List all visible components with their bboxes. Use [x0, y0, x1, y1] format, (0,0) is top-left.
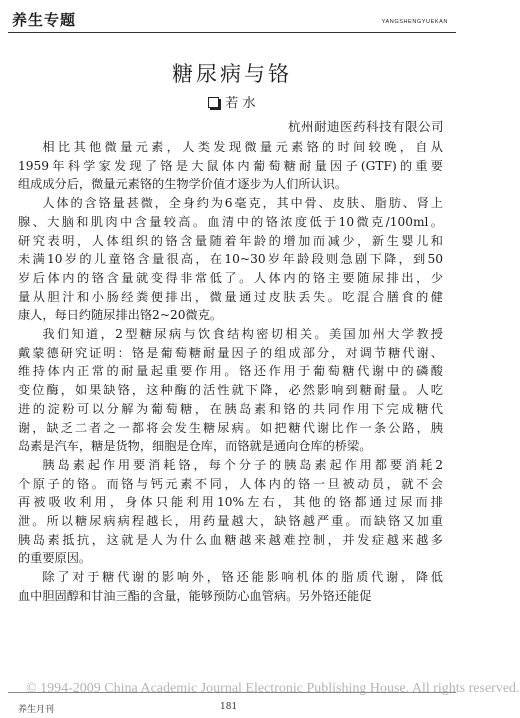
- text-line: 我们知道，2型糖尿病与饮食结构密切相关。美国加州大学教授: [42, 327, 443, 342]
- author-line: [0, 92, 464, 111]
- text-line: 胰岛素起作用要消耗铬，每个分子的胰岛素起作用都要消耗2: [42, 457, 443, 472]
- text-line: 量从胆汁和小肠经粪便排出，微量通过皮肤丢失。吃混合膳食的健: [18, 289, 443, 304]
- section-title-en: YANGSHENGYUEKAN: [381, 19, 448, 25]
- text-line: 的重要原因。: [18, 551, 92, 566]
- text-line: 1959年科学家发现了铬是大鼠体内葡萄糖耐量因子(GTF)的重要: [18, 158, 443, 173]
- text-line: 泄。所以糖尿病病程越长，用药量越大，缺铬越严重。而缺铬又加重: [18, 514, 443, 529]
- text-line: 康人，每日约随尿排出铬2~20微克。: [18, 308, 223, 323]
- section-title: 养生专题: [12, 11, 77, 29]
- text-line: 变位酶，如果缺铬，这种酶的活性就下降，必然影响到糖耐量。人吃: [18, 383, 443, 398]
- journal-name: 养生月刊: [18, 705, 55, 715]
- page-header: [0, 0, 464, 34]
- square-bullet-icon: [208, 97, 219, 108]
- paragraph: [18, 138, 443, 194]
- text-line: 腺、大脑和肌肉中含量较高。血清中的铬浓度低于10微克/100ml。: [18, 214, 443, 229]
- copyright-watermark: © 1994-2009 China Academic Journal Electronic Publishing House. All rights reserved.: [26, 681, 520, 696]
- paragraph: [18, 194, 443, 325]
- text-line: 岛素是汽车，糖是货物，细胞是仓库，而铬就是通向仓库的桥梁。: [18, 439, 372, 454]
- text-line: 维持体内正常的耐量起重要作用。铬还作用于葡萄糖代谢中的磷酸: [18, 364, 443, 379]
- text-line: 研究表明，人体组织的铬含量随着年龄的增加而减少，新生婴儿和: [18, 233, 443, 248]
- article-title: 糖尿病与铬: [172, 62, 292, 86]
- paragraph: [18, 456, 443, 568]
- text-line: 组成成分后，微量元素铬的生物学价值才逐步为人们所认识。: [18, 177, 348, 192]
- text-line: 谢，缺乏二者之一都将会发生糖尿病。如把糖代谢比作一条公路，胰: [18, 420, 443, 435]
- text-line: 未满10岁的儿童铬含量很高，在10~30岁年龄段则急剧下降，到50: [18, 252, 443, 267]
- text-line: 戴蒙德研究证明：铬是葡萄糖耐量因子的组成部分，对调节糖代谢、: [18, 345, 443, 360]
- paragraph: [18, 325, 443, 456]
- text-line: 个原子的铬。而铬与钙元素不同，人体内的铬一旦被动员，就不会: [18, 476, 443, 491]
- page-footer: [0, 680, 520, 718]
- author-affiliation: 杭州耐迪医药科技有限公司: [287, 119, 444, 134]
- text-line: 除了对于糖代谢的影响外，铬还能影响机体的脂质代谢，降低: [42, 570, 443, 585]
- text-line: 血中胆固醇和甘油三酯的含量，能够预防心血管病。另外铬还能促: [18, 588, 372, 603]
- author-name: 若 水: [225, 96, 256, 111]
- text-line: 进的淀粉可以分解为葡萄糖，在胰岛素和铬的共同作用下完成糖代: [18, 401, 443, 416]
- paragraph: [18, 568, 443, 605]
- text-line: 相比其他微量元素，人类发现微量元素铬的时间较晚，自从: [42, 140, 443, 154]
- article-body: [18, 138, 443, 606]
- header-divider: [8, 32, 456, 33]
- page-number: 181: [220, 702, 238, 712]
- text-line: 再被吸收利用，身体只能利用10%左右，其他的铬都通过尿而排: [18, 495, 443, 510]
- text-line: 人体的含铬量甚微，全身约为6毫克，其中骨、皮肤、脂肪、肾上: [42, 196, 443, 211]
- text-line: 岁后体内的铬含量就变得非常低了。人体内的铬主要随尿排出，少: [18, 270, 443, 285]
- text-line: 胰岛素抵抗，这就是人为什么血糖越来越难控制，并发症越来越多: [18, 532, 443, 547]
